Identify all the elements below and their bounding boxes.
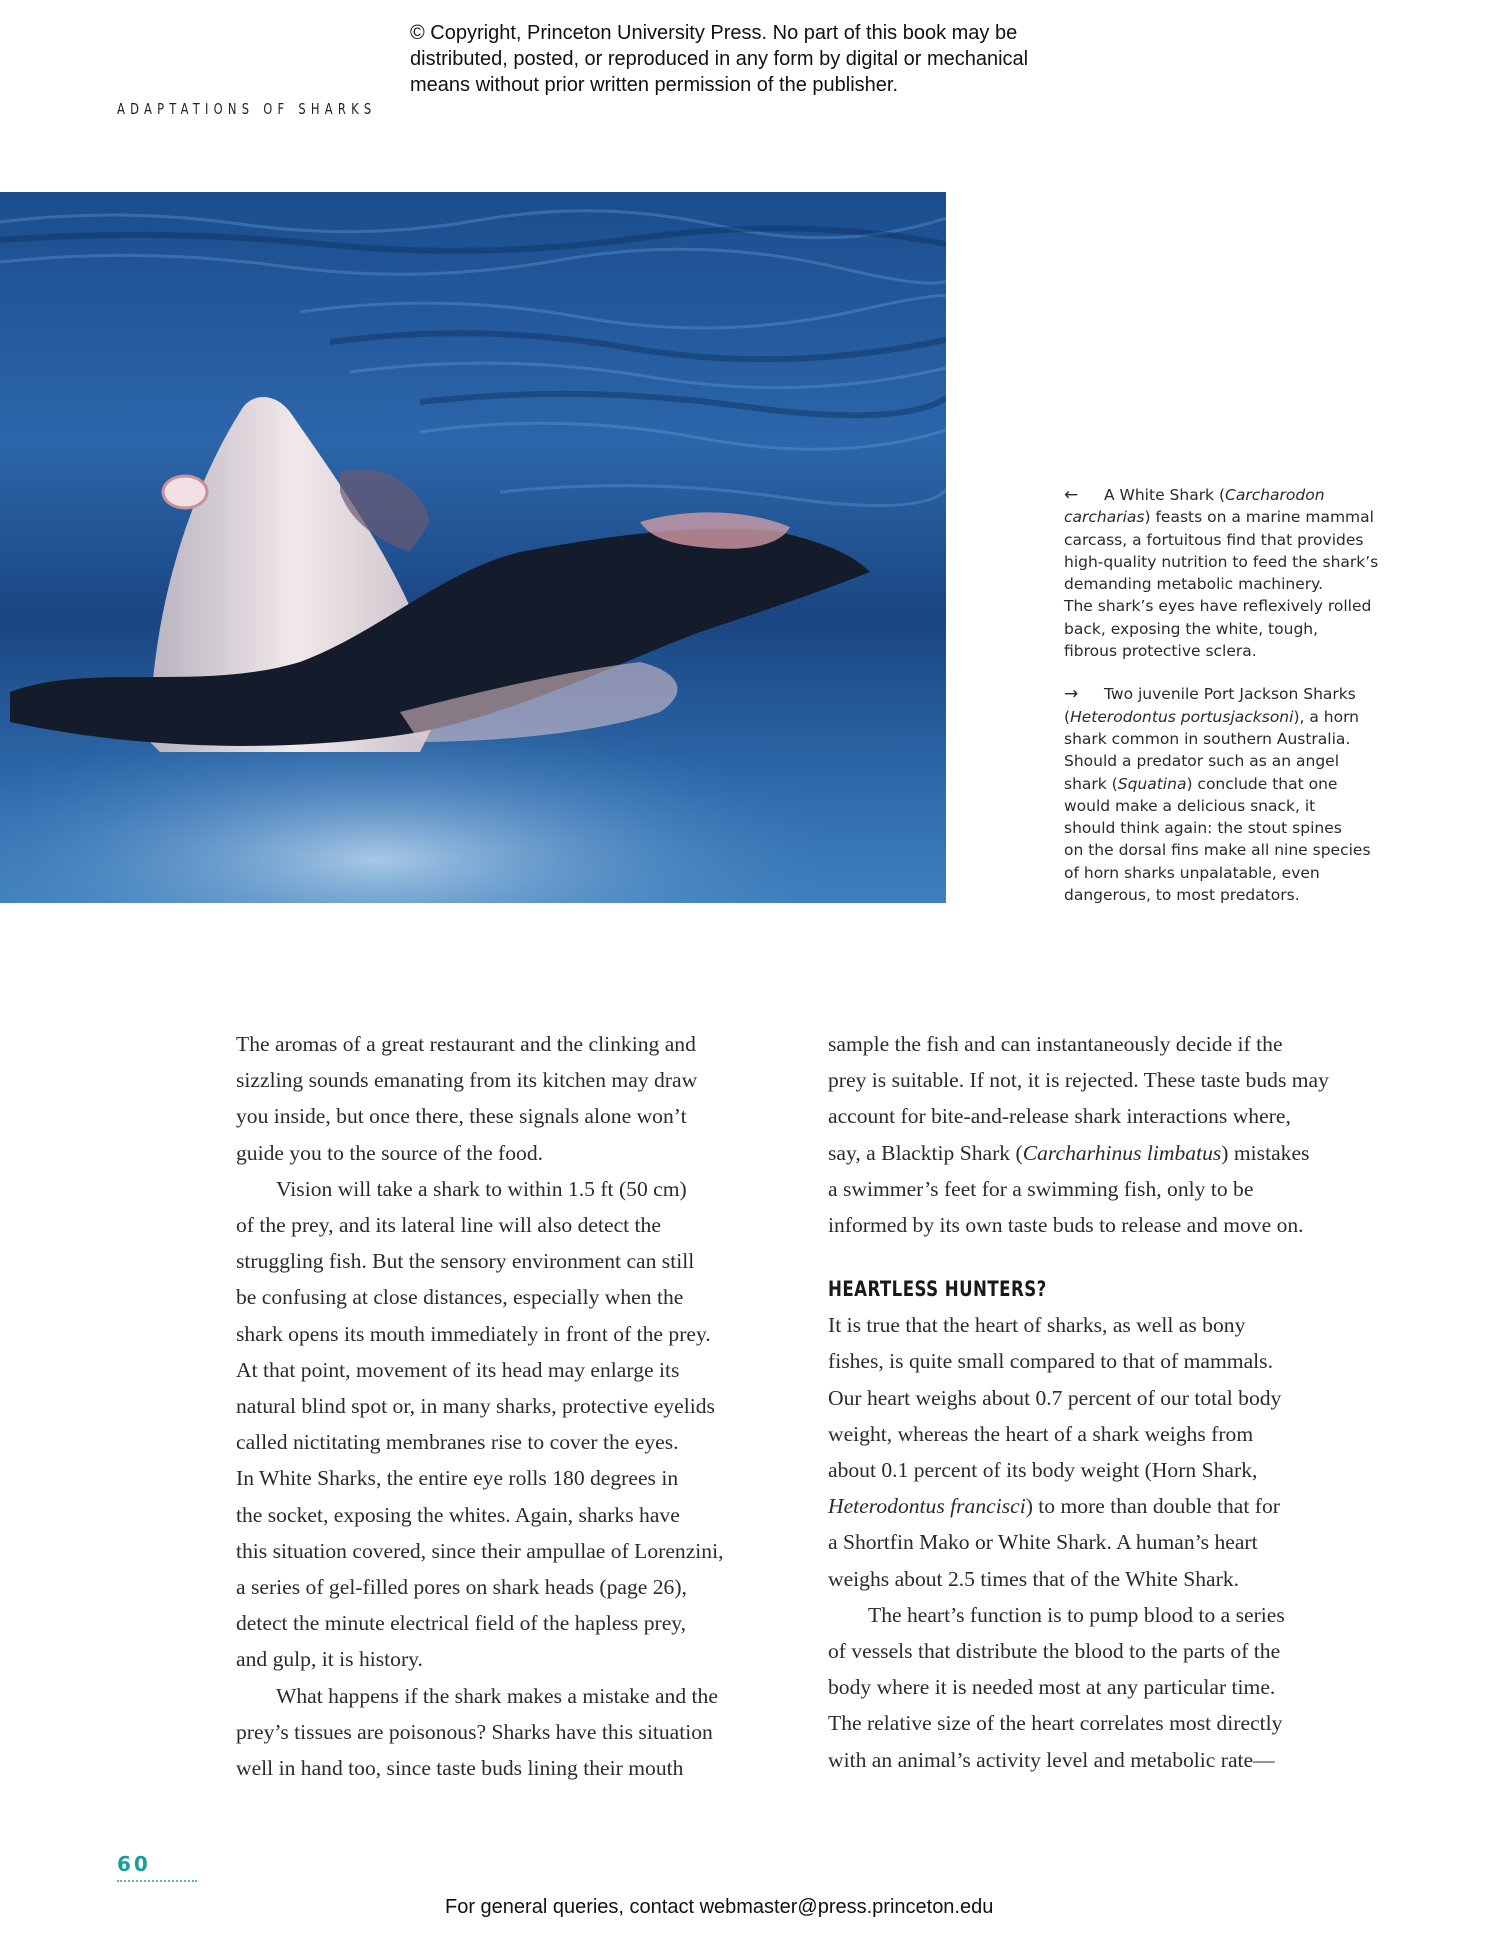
shark-photo-illustration	[0, 192, 946, 903]
page-number: 60	[117, 1852, 151, 1876]
text-line: the socket, exposing the whites. Again, sharks have	[236, 1502, 680, 1527]
text-line: body where it is needed most at any particular time.	[828, 1675, 1276, 1700]
page-number-dotted-rule	[117, 1880, 197, 1882]
copyright-line: distributed, posted, or reproduced in any form by digital or mechanical	[410, 48, 1029, 70]
text-line: In White Sharks, the entire eye rolls 180 degrees in	[236, 1466, 679, 1491]
body-text-after-heading	[828, 1307, 1388, 1778]
text-line: with an animal’s activity level and metabolic rate—	[828, 1747, 1275, 1772]
text-line: Heterodontus francisci) to more than double that for	[828, 1494, 1280, 1519]
body-text-before-heading	[828, 1026, 1388, 1243]
copyright-notice	[410, 20, 1110, 98]
text-line: a swimmer’s feet for a swimming fish, only to be	[828, 1176, 1254, 1201]
text-line: The relative size of the heart correlates most directly	[828, 1711, 1283, 1736]
text-line: a series of gel-filled pores on shark heads (page 26),	[236, 1575, 687, 1600]
copyright-line: means without prior written permission of the publisher.	[410, 74, 899, 96]
text-line: called nictitating membranes rise to cover the eyes.	[236, 1430, 679, 1455]
text-line: prey’s tissues are poisonous? Sharks have this situation	[236, 1719, 713, 1744]
body-column-right	[828, 1026, 1388, 1778]
text-line: fishes, is quite small compared to that of mammals.	[828, 1349, 1273, 1374]
text-line: At that point, movement of its head may enlarge its	[236, 1357, 680, 1382]
text-line: weight, whereas the heart of a shark weighs from	[828, 1421, 1254, 1446]
caption-port-jackson-sharks: → Two juvenile Port Jackson Sharks (Heterodontus portusjacksoni), a horn shark common in southern Australia. Should a predator such as an angel shark (Squatina) conclude that one would make a delicious snack, it should think again: the stout spines on the dorsal fins make all nine species of horn sharks unpalatable, even dangerous, to most predators.	[1064, 684, 1371, 905]
text-line: of vessels that distribute the blood to the parts of the	[828, 1639, 1281, 1664]
text-line: and gulp, it is history.	[236, 1647, 423, 1672]
text-line: natural blind spot or, in many sharks, protective eyelids	[236, 1394, 715, 1419]
text-line: shark opens its mouth immediately in front of the prey.	[236, 1321, 711, 1346]
text-line: guide you to the source of the food.	[236, 1140, 544, 1165]
text-line: this situation covered, since their ampullae of Lorenzini,	[236, 1538, 724, 1563]
text-line: The heart’s function is to pump blood to a series	[868, 1602, 1285, 1627]
text-line: What happens if the shark makes a mistake and the	[276, 1683, 718, 1708]
text-line: weighs about 2.5 times that of the White Shark.	[828, 1566, 1240, 1591]
text-line: The aromas of a great restaurant and the clinking and	[236, 1032, 696, 1056]
text-line: well in hand too, since taste buds lining their mouth	[236, 1756, 684, 1781]
photo-captions	[1064, 484, 1394, 927]
text-line: Vision will take a shark to within 1.5 ft (50 cm)	[276, 1176, 687, 1201]
text-line: say, a Blacktip Shark (Carcharhinus limbatus) mistakes	[828, 1140, 1310, 1165]
text-line: prey is suitable. If not, it is rejected. These taste buds may	[828, 1068, 1329, 1093]
text-line: of the prey, and its lateral line will also detect the	[236, 1213, 661, 1238]
arrow-left-icon: ←	[1064, 485, 1079, 505]
copyright-line: © Copyright, Princeton University Press. No part of this book may be	[410, 22, 1018, 44]
text-line: It is true that the heart of sharks, as well as bony	[828, 1313, 1246, 1338]
text-line: struggling fish. But the sensory environment can still	[236, 1249, 695, 1274]
section-heading: HEARTLESS HUNTERS?	[828, 1277, 1047, 1302]
text-line: sample the fish and can instantaneously decide if the	[828, 1032, 1283, 1056]
text-line: account for bite-and-release shark interactions where,	[828, 1104, 1291, 1129]
caption-white-shark: ← A White Shark (Carcharodon carcharias) feasts on a marine mammal carcass, a fortuitous find that provides high-quality nutrition to feed the shark’s demanding metabolic machinery. The shark’s eyes have reflexively rolled back, exposing the white, tough, fibrous protective sclera.	[1064, 485, 1379, 661]
text-line: informed by its own taste buds to release and move on.	[828, 1213, 1304, 1238]
arrow-right-icon: →	[1064, 684, 1079, 705]
white-shark-photo	[0, 192, 946, 903]
footer-contact: For general queries, contact webmaster@press.princeton.edu	[445, 1896, 994, 1918]
text-line: detect the minute electrical field of the hapless prey,	[236, 1611, 687, 1636]
text-line: sizzling sounds emanating from its kitchen may draw	[236, 1068, 698, 1093]
body-column-left	[236, 1026, 796, 1786]
text-line: you inside, but once there, these signals alone won’t	[236, 1104, 687, 1129]
text-line: be confusing at close distances, especially when the	[236, 1285, 684, 1310]
text-line: about 0.1 percent of its body weight (Horn Shark,	[828, 1458, 1258, 1483]
text-line: a Shortfin Mako or White Shark. A human’s heart	[828, 1530, 1258, 1555]
running-head: ADAPTATIONS OF SHARKS	[117, 100, 377, 118]
text-line: Our heart weighs about 0.7 percent of our total body	[828, 1385, 1282, 1410]
